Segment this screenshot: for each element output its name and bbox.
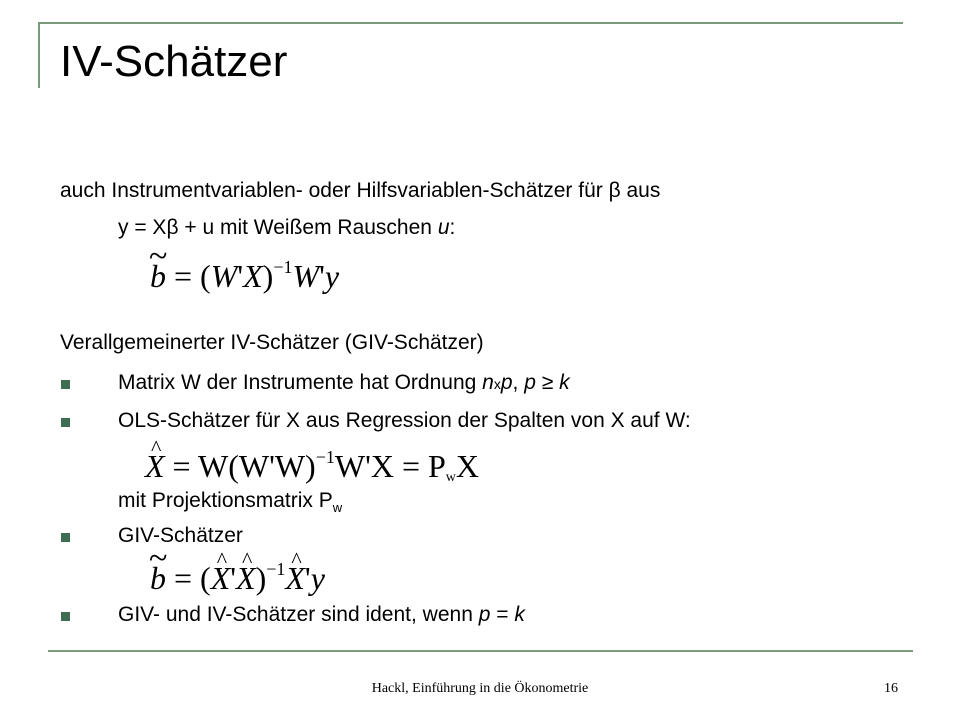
formula-iv-estimator: ~ $b = (W'X)^{-1}W'y$ bbox=[150, 258, 339, 294]
bullet-marker bbox=[61, 380, 70, 389]
bullet-giv-estimator: GIV-Schätzer bbox=[118, 524, 243, 547]
slide-title: IV-Schätzer bbox=[60, 37, 288, 86]
projection-matrix-text: mit Projektionsmatrix $P_w$ bbox=[118, 489, 343, 515]
page-number: 16 bbox=[884, 681, 898, 696]
footer-source: Hackl, Einführung in die Ökonometrie bbox=[371, 681, 589, 696]
bullet-marker bbox=[61, 533, 70, 542]
frame-left-line bbox=[38, 22, 40, 88]
frame-top-line bbox=[38, 22, 903, 24]
bullet-matrix-order: Matrix W der Instrumente hat Ordnung nxp, p ≥ k bbox=[118, 371, 570, 394]
formula-giv-estimator: ~ b = (^ X'^ X)$^{-1}$^ X'y bbox=[150, 560, 325, 596]
bullet-ols-estimator: OLS-Schätzer für X aus Regression der Spalten von X auf W: bbox=[118, 409, 691, 432]
formula-projection: ^ $X = W(W'W)^{-1}W'X = P_wX$ bbox=[145, 448, 479, 484]
intro-line-2: y = Xβ + u mit Weißem Rauschen u: bbox=[118, 216, 456, 239]
frame-bottom-line bbox=[48, 650, 913, 652]
section-heading: Verallgemeinerter IV-Schätzer (GIV-Schätzer) bbox=[60, 331, 484, 354]
bullet-marker bbox=[61, 418, 70, 427]
bullet-marker bbox=[61, 612, 70, 621]
bullet-giv-iv-identical: GIV- und IV-Schätzer sind ident, wenn p = k bbox=[118, 603, 525, 626]
intro-line-1: auch Instrumentvariablen- oder Hilfsvariablen-Schätzer für β aus bbox=[60, 179, 661, 202]
